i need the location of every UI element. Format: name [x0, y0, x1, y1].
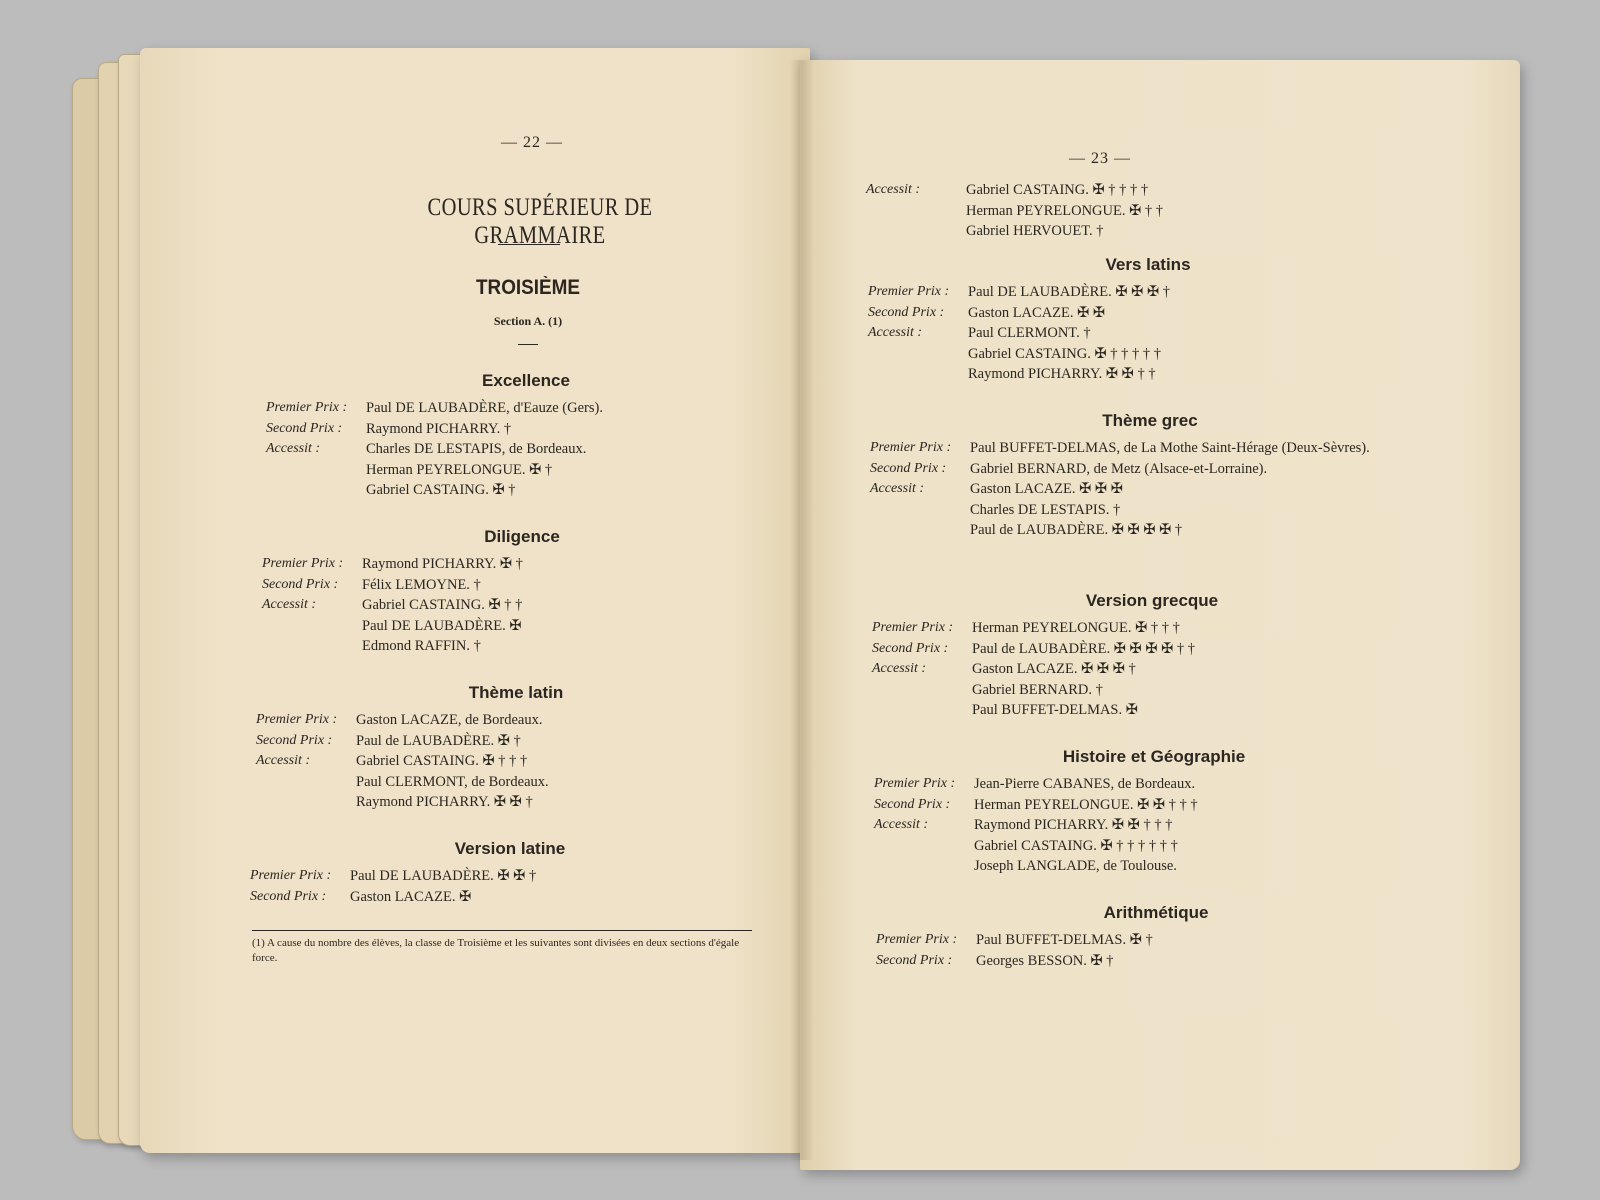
prize-winners [366, 439, 786, 501]
prize-label: Premier Prix : [262, 556, 344, 571]
winner-name: Paul BUFFET-DELMAS. ✠ [972, 702, 1138, 718]
prize-winners [966, 180, 1426, 242]
winner-name: Gaston LACAZE, de Bordeaux. [356, 712, 543, 728]
prize-category [250, 838, 770, 907]
prize-label: Second Prix : [266, 420, 343, 436]
winner-name: Herman PEYRELONGUE. ✠ † [366, 461, 553, 478]
prize-winners [972, 659, 1432, 721]
prize-label: Second Prix : [874, 796, 951, 812]
winner-name: Paul BUFFET-DELMAS. ✠ † [976, 932, 1153, 948]
right-page [800, 60, 1520, 1170]
winner-name: Paul CLERMONT. † [968, 325, 1091, 341]
prize-entry [256, 751, 776, 813]
prize-entry [870, 479, 1430, 541]
prize-label: Accessit : [872, 661, 927, 676]
winner-name: Joseph LANGLADE, de Toulouse. [974, 858, 1177, 874]
prize-label: Premier Prix : [876, 932, 958, 947]
winner-name: Gaston LACAZE. ✠ [350, 888, 472, 905]
prize-winners [970, 438, 1430, 459]
continued-entries [866, 180, 1426, 242]
prize-category [262, 526, 782, 657]
winner-name: Raymond PICHARRY. ✠ ✠ † † [968, 366, 1156, 382]
prize-winners [356, 751, 776, 813]
prize-entry [266, 439, 786, 501]
prize-entry [870, 438, 1430, 459]
prize-category [876, 902, 1436, 971]
prize-label: Accessit : [870, 481, 925, 496]
winner-name: Paul DE LAUBADÈRE. ✠ ✠ † [350, 868, 537, 884]
winner-name: Paul CLERMONT, de Bordeaux. [356, 773, 549, 790]
prize-label: Second Prix : [262, 576, 339, 592]
prize-entry [872, 639, 1432, 660]
prize-label: Premier Prix : [250, 868, 332, 883]
winner-name: Gabriel BERNARD, de Metz (Alsace-et-Lorraine). [970, 460, 1268, 477]
prize-label: Accessit : [866, 182, 921, 197]
prize-entry [874, 774, 1434, 795]
prize-label: Premier Prix : [870, 440, 952, 455]
prize-label: Accessit : [266, 441, 321, 456]
prize-winners [362, 575, 782, 596]
prize-entry [266, 419, 786, 440]
winner-name: Félix LEMOYNE. † [362, 576, 481, 593]
prize-winners [356, 710, 776, 731]
prize-entry [874, 815, 1434, 877]
winner-name: Gabriel CASTAING. ✠ † † [362, 597, 523, 613]
prize-winners [350, 866, 770, 887]
winner-name: Raymond PICHARRY. † [366, 420, 512, 437]
prize-winners [974, 774, 1434, 795]
prize-winners [356, 731, 776, 752]
prize-category [868, 254, 1428, 385]
winner-name: Gabriel HERVOUET. † [966, 223, 1104, 239]
prize-entry [256, 710, 776, 731]
winner-name: Gabriel CASTAING. ✠ † [366, 482, 516, 498]
prize-winners [972, 618, 1432, 639]
prize-winners [366, 398, 786, 419]
prize-category [256, 682, 776, 813]
prize-label: Second Prix : [870, 460, 947, 476]
category-heading: Thème latin [468, 683, 564, 702]
prize-label: Premier Prix : [266, 400, 348, 415]
prize-winners [976, 930, 1436, 951]
prize-entry [250, 887, 770, 908]
winner-name: Gaston LACAZE. ✠ ✠ ✠ [970, 481, 1123, 497]
prize-entry [870, 459, 1430, 480]
winner-name: Gaston LACAZE. ✠ ✠ ✠ † [972, 661, 1136, 677]
prize-winners [970, 459, 1430, 480]
winner-name: Charles DE LESTAPIS. † [970, 501, 1121, 518]
category-heading: Diligence [484, 527, 560, 546]
winner-name: Paul de LAUBADÈRE. ✠ ✠ ✠ ✠ † † [972, 640, 1195, 657]
prize-entry [868, 303, 1428, 324]
prize-label: Second Prix : [868, 304, 945, 320]
prize-label: Premier Prix : [868, 284, 950, 299]
winner-name: Paul BUFFET-DELMAS, de La Mothe Saint-Hérage (Deux-Sèvres). [970, 440, 1370, 456]
title-rule [498, 244, 560, 245]
prize-label: Accessit : [874, 817, 929, 832]
category-heading: Histoire et Géographie [1062, 747, 1246, 766]
prize-label: Premier Prix : [256, 712, 338, 727]
prize-label: Premier Prix : [874, 776, 956, 791]
prize-entry [868, 323, 1428, 385]
prize-label: Premier Prix : [872, 620, 954, 635]
book-gutter [790, 60, 814, 1160]
winner-name: Herman PEYRELONGUE. ✠ † † † [972, 620, 1180, 636]
prize-label: Accessit : [262, 597, 317, 612]
winner-name: Raymond PICHARRY. ✠ ✠ † † † [974, 817, 1173, 833]
prize-entry [262, 554, 782, 575]
left-page [140, 48, 810, 1153]
running-title: COURS SUPÉRIEUR DE GRAMMAIRE [427, 194, 653, 249]
winner-name: Gabriel CASTAING. ✠ † † † † † [968, 345, 1162, 362]
prize-label: Second Prix : [872, 640, 949, 656]
prize-winners [968, 323, 1428, 385]
prize-winners [974, 815, 1434, 877]
category-heading: Version latine [454, 839, 566, 858]
prize-entry [874, 795, 1434, 816]
prize-winners [974, 795, 1434, 816]
winner-name: Paul DE LAUBADÈRE. ✠ ✠ ✠ † [968, 284, 1170, 300]
winner-name: Gabriel BERNARD. † [972, 681, 1103, 698]
page-number-right: — 23 — [1069, 150, 1131, 167]
winner-name: Paul DE LAUBADÈRE, d'Eauze (Gers). [366, 400, 603, 416]
section-label: Section A. (1) [493, 314, 563, 328]
winner-name: Georges BESSON. ✠ † [976, 952, 1114, 969]
prize-label: Second Prix : [256, 732, 333, 748]
prize-winners [362, 554, 782, 575]
winner-name: Herman PEYRELONGUE. ✠ ✠ † † † [974, 796, 1198, 813]
prize-winners [968, 303, 1428, 324]
category-heading: Vers latins [1105, 255, 1191, 274]
prize-winners [362, 595, 782, 657]
page-number-left: — 22 — [501, 134, 563, 151]
winner-name: Paul DE LAUBADÈRE. ✠ [362, 617, 522, 634]
class-title: TROISIÈME [476, 276, 580, 299]
prize-label: Second Prix : [250, 888, 327, 904]
prize-entry [256, 731, 776, 752]
winner-name: Charles DE LESTAPIS, de Bordeaux. [366, 441, 587, 457]
prize-winners [366, 419, 786, 440]
winner-name: Jean-Pierre CABANES, de Bordeaux. [974, 776, 1196, 792]
prize-entry [866, 180, 1426, 242]
winner-name: Raymond PICHARRY. ✠ ✠ † [356, 794, 533, 810]
section-dash [518, 344, 538, 345]
prize-winners [968, 282, 1428, 303]
prize-winners [970, 479, 1430, 541]
winner-name: Paul de LAUBADÈRE. ✠ † [356, 732, 521, 749]
winner-name: Raymond PICHARRY. ✠ † [362, 556, 523, 572]
category-heading: Thème grec [1102, 411, 1198, 430]
winner-name: Gaston LACAZE. ✠ ✠ [968, 304, 1106, 321]
category-heading: Version grecque [1085, 591, 1219, 610]
prize-category [870, 410, 1430, 541]
prize-entry [876, 951, 1436, 972]
winner-name: Gabriel CASTAING. ✠ † † † † [966, 182, 1149, 198]
prize-entry [868, 282, 1428, 303]
category-heading: Excellence [482, 371, 570, 390]
prize-winners [350, 887, 770, 908]
prize-entry [872, 659, 1432, 721]
prize-entry [876, 930, 1436, 951]
winner-name: Paul de LAUBADÈRE. ✠ ✠ ✠ ✠ † [970, 522, 1183, 538]
prize-label: Second Prix : [876, 952, 953, 968]
prize-entry [266, 398, 786, 419]
footnote: (1) A cause du nombre des élèves, la classe de Troisième et les suivantes sont divisées en deux sections d'égale force. [252, 937, 740, 964]
footnote-rule [252, 930, 752, 931]
prize-entry [250, 866, 770, 887]
prize-label: Accessit : [868, 325, 923, 340]
prize-category [872, 590, 1432, 721]
winner-name: Gabriel CASTAING. ✠ † † † [356, 753, 528, 769]
winner-name: Herman PEYRELONGUE. ✠ † † [966, 202, 1163, 219]
prize-category [266, 370, 786, 501]
winner-name: Edmond RAFFIN. † [362, 638, 481, 654]
prize-label: Accessit : [256, 753, 311, 768]
prize-entry [262, 595, 782, 657]
prize-winners [972, 639, 1432, 660]
prize-category [874, 746, 1434, 877]
prize-entry [872, 618, 1432, 639]
category-heading: Arithmétique [1103, 903, 1209, 922]
winner-name: Gabriel CASTAING. ✠ † † † † † † [974, 837, 1178, 854]
prize-entry [262, 575, 782, 596]
prize-winners [976, 951, 1436, 972]
